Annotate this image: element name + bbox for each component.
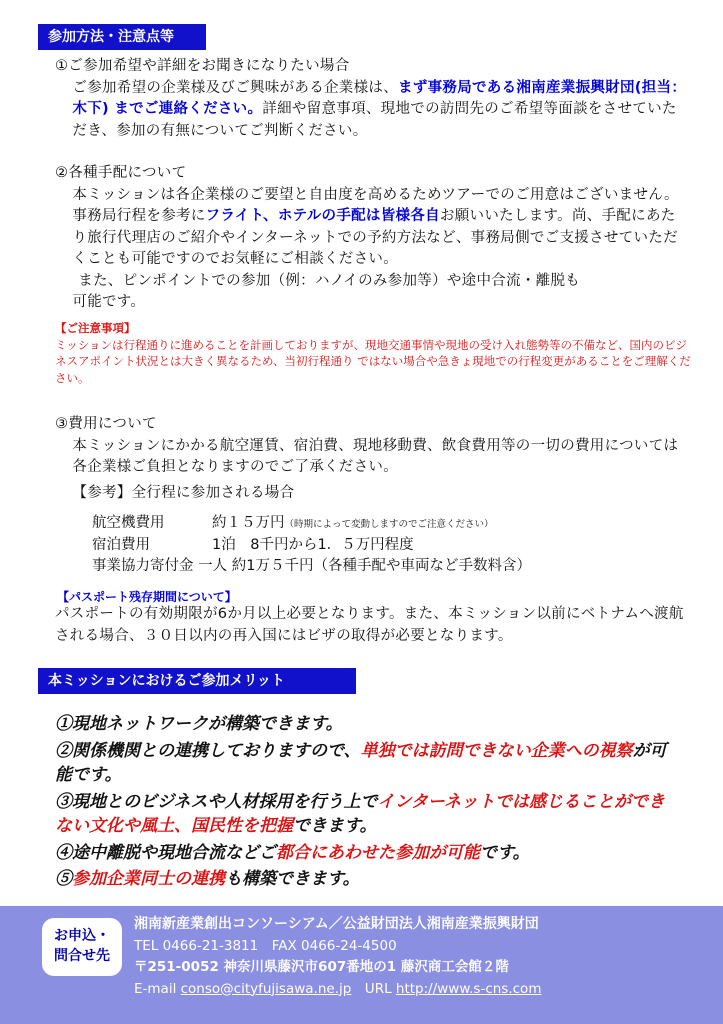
phone-fax: TEL 0466-21-3811 FAX 0466-24-4500 [134, 937, 397, 954]
paragraph-heading: ②各種手配について [55, 165, 187, 181]
postal-address: 〒251-0052 神奈川県藤沢市607番地の1 藤沢商工会館２階 [134, 959, 509, 975]
contact-footer [0, 906, 723, 1024]
paragraph-body: ご参加希望の企業様及びご興味がある企業様は、まず事務局である湘南産業振興財団(担当：木下) までご連絡ください。詳細や留意事項、現地での訪問先のご希望等面談をさせていただき、参加の有無についてご判断ください。 [72, 79, 687, 139]
paragraph-body: また、ピンポイントでの参加（例：ハノイのみ参加等）や途中合流・離脱も [78, 272, 581, 289]
email-link[interactable]: conso@cityfujisawa.ne.jp [180, 980, 352, 997]
paragraph-body: 本ミッションは各企業様のご要望と自由度を高めるためツアーでのご用意はございません。事務局行程を参考にフライト、ホテルの手配は皆様各自お願いいたします。尚、手配にあたり旅行代理店のご紹介やインターネットでの予約方法など、事務局側でご支援させていただくことも可能ですのでお気軽にご相談ください。 [72, 186, 679, 267]
organization-name: 湘南新産業創出コンソーシアム／公益財団法人湘南産業振興財団 [134, 916, 539, 932]
paragraph-body: 可能です。 [72, 294, 146, 310]
cost-row-hotel: 宿泊費用 1泊 8千円から1．５万円程度 [92, 537, 414, 553]
caution-body: ミッションは行程通りに進めることを計画しておりますが、現地交通事情や現地の受け入れ態勢等の不備など、国内のビジネスアポイント状況とは大きく異なるため、当初行程通り ではない場合や急きょ現地での行程変更があることをご理解ください。 [55, 337, 691, 385]
cost-row-fee: 事業協力寄付金 一人 約1万５千円（各種手配や車両など手数料含） [92, 558, 531, 574]
cost-reference: 【参考】全行程に参加される場合 [72, 484, 295, 501]
paragraph-arrangements [55, 163, 687, 314]
paragraph-heading: ③費用について [55, 416, 157, 432]
section-title-participation: 参加方法・注意点等 [38, 24, 206, 50]
paragraph-heading: ①ご参加希望や詳細をお聞きになりたい場合 [55, 58, 350, 74]
paragraph-inquiry [55, 56, 687, 142]
highlight-flight-hotel: フライト、ホテルの手配は皆様各自 [205, 208, 440, 224]
cost-row-air: 航空機費用 約１５万円（時期によって変動しますのでご注意ください） [92, 515, 494, 531]
merit-item: ②関係機関との連携しておりますので、単独では訪問できない企業への視察が可能です。 [55, 740, 667, 785]
merit-item: ④途中離脱や現地合流などご都合にあわせた参加が可能です。 [55, 842, 530, 863]
merit-item: ⑤参加企業同士の連携も構築できます。 [55, 869, 360, 889]
merit-item: ③現地とのビジネスや人材採用を行う上でインターネットでは感じることができない文化や風土、国民性を把握できます。 [55, 791, 665, 836]
cost-table [92, 513, 531, 577]
section-title-merits: 本ミッションにおけるご参加メリット [38, 668, 356, 694]
website-link[interactable]: http://www.s-cns.com [395, 980, 542, 997]
contact-details [134, 914, 541, 1000]
passport-body: パスポートの有効期限が6か月以上必要となります。また、本ミッション以前にベトナムへ渡航される場合、３０日以内の再入国にはビザの取得が必要となります。 [55, 606, 684, 644]
caution-title: 【ご注意事項】 [55, 321, 136, 335]
contact-badge: お申込・ 問合せ先 [42, 918, 122, 976]
highlight-contact: まず事務局である湘南産業振興財団(担当：木下) までご連絡ください。 [72, 79, 687, 117]
paragraph-costs [55, 414, 687, 504]
caution-note [55, 320, 695, 386]
merit-item: ①現地ネットワークが構築できます。 [55, 714, 343, 734]
merits-list [55, 712, 675, 894]
paragraph-body: 本ミッションにかかる航空運賃、宿泊費、現地移動費、飲食費用等の一切の費用については各企業様ご負担となりますのでご了承ください。 [72, 437, 679, 475]
email-url-line: E-mail conso@cityfujisawa.ne.jp URL http://www.s-cns.com [134, 980, 542, 997]
passport-title: 【パスポート残存期間について】 [57, 590, 237, 604]
